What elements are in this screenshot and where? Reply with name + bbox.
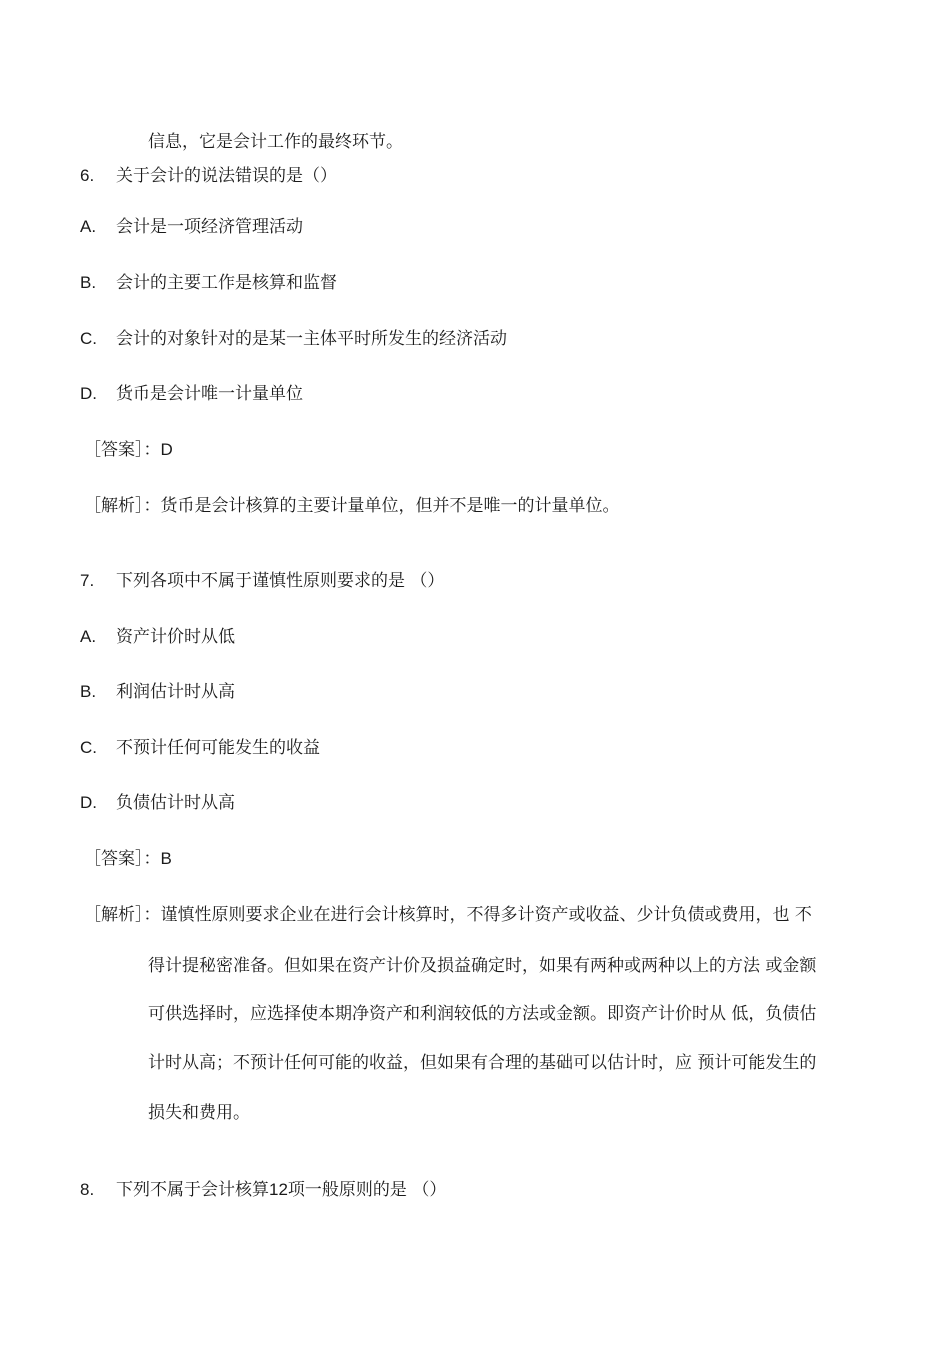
option-text: 资产计价时从低: [116, 627, 235, 647]
question-stem-pre: 下列不属于会计核算: [116, 1180, 269, 1200]
question-7: [80, 570, 444, 592]
analysis-text: 货币是会计核算的主要计量单位，但并不是唯一的计量单位。: [160, 496, 620, 516]
option-letter: A.: [80, 627, 97, 646]
q6-answer: [84, 439, 173, 461]
option-letter: D.: [80, 384, 97, 403]
answer-value: B: [160, 849, 172, 868]
question-8: [80, 1179, 446, 1201]
question-6: [80, 165, 337, 187]
question-number: 6.: [80, 166, 95, 185]
q7-analysis: [84, 904, 812, 926]
analysis-line: 可供选择时，应选择使本期净资产和利润较低的方法或金额。即资产计价时从 低，负债估: [148, 1004, 817, 1024]
analysis-label: ［解析］：: [84, 496, 161, 516]
analysis-line: 计时从高；不预计任何可能的收益，但如果有合理的基础可以估计时，应 预计可能发生的: [148, 1053, 817, 1073]
question-stem: 下列各项中不属于谨慎性原则要求的是 （）: [116, 571, 445, 591]
question-number: 7.: [80, 571, 95, 590]
option-text: 利润估计时从高: [116, 682, 235, 702]
q7-option-a: [80, 626, 235, 648]
option-letter: D.: [80, 793, 97, 812]
q6-option-c: [80, 328, 507, 350]
analysis-line: 损失和费用。: [148, 1103, 250, 1123]
option-letter: B.: [80, 273, 97, 292]
analysis-line: 谨慎性原则要求企业在进行会计核算时，不得多计资产或收益、少计负债或费用，也 不: [160, 905, 812, 925]
q7-answer: [84, 848, 172, 870]
answer-label: ［答案］：: [84, 849, 161, 869]
question-number: 8.: [80, 1180, 95, 1199]
option-text: 会计是一项经济管理活动: [116, 217, 303, 237]
q7-option-b: [80, 681, 235, 703]
answer-value: D: [160, 440, 173, 459]
option-letter: C.: [80, 738, 97, 757]
q6-option-a: [80, 216, 303, 238]
answer-label: ［答案］：: [84, 440, 161, 460]
q6-analysis: [84, 495, 620, 517]
option-text: 会计的主要工作是核算和监督: [116, 273, 337, 293]
analysis-label: ［解析］：: [84, 905, 161, 925]
q6-option-b: [80, 272, 337, 294]
option-letter: A.: [80, 217, 97, 236]
q7-option-c: [80, 737, 320, 759]
option-letter: C.: [80, 329, 97, 348]
option-text: 负债估计时从高: [116, 793, 235, 813]
option-text: 不预计任何可能发生的收益: [116, 738, 320, 758]
question-stem-post: 项一般原则的是 （）: [287, 1180, 447, 1200]
continuation-text: 信息，它是会计工作的最终环节。: [148, 132, 403, 152]
q7-option-d: [80, 792, 235, 814]
option-text: 会计的对象针对的是某一主体平时所发生的经济活动: [116, 329, 507, 349]
question-stem: 关于会计的说法错误的是（）: [116, 166, 337, 186]
question-stem-num: 12: [269, 1180, 288, 1199]
analysis-line: 得计提秘密准备。但如果在资产计价及损益确定时，如果有两种或两种以上的方法 或金额: [148, 956, 817, 976]
option-text: 货币是会计唯一计量单位: [116, 384, 303, 404]
q6-option-d: [80, 383, 303, 405]
option-letter: B.: [80, 682, 97, 701]
